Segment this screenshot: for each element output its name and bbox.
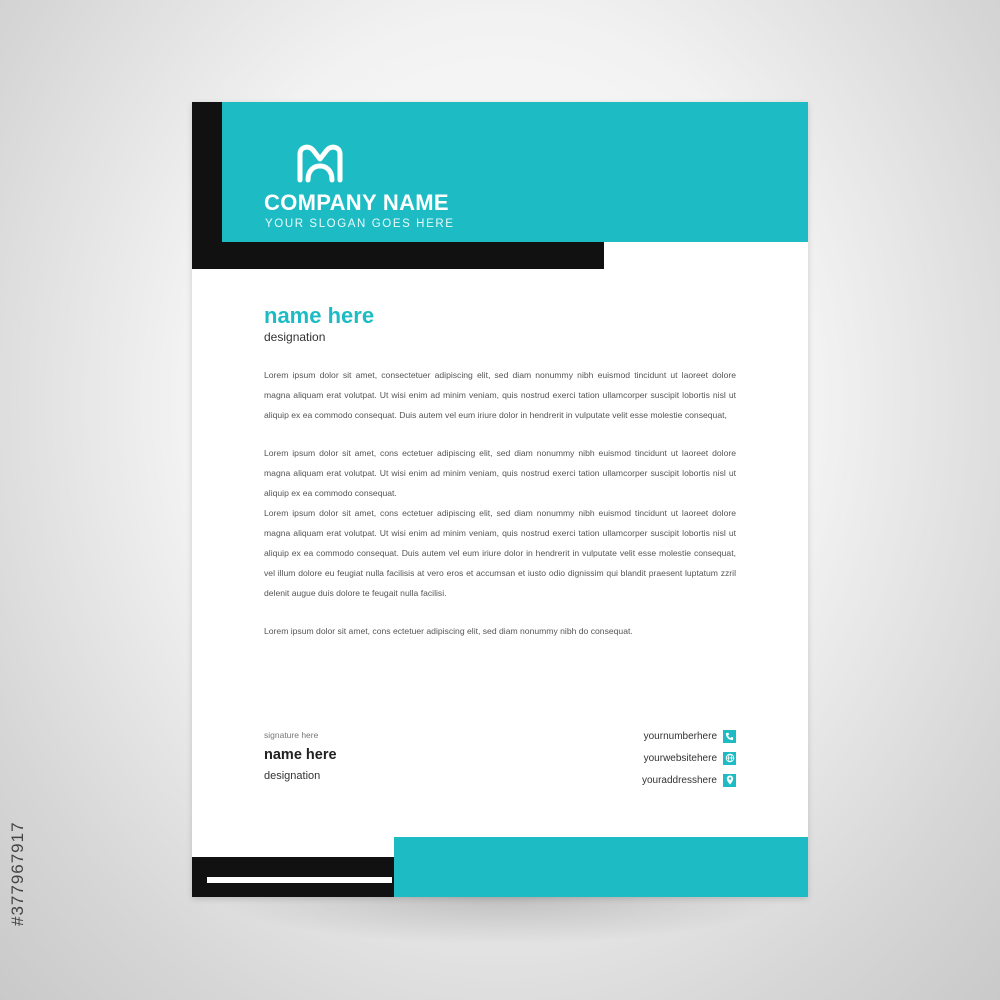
body-paragraph: Lorem ipsum dolor sit amet, consectetuer adipiscing elit, sed diam nonummy nibh euismod tincidunt ut laoreet dolore magna aliquam erat volutpat. Ut wisi enim ad minim veniam, quis nostrud exerci tation ullamcorper suscipit lobortis nisl ut aliquip ex ea commodo consequat. Duis autem vel eum iriure dolor in hendrerit in vulputate velit esse molestie consequat, [264, 370, 736, 420]
signer-designation: designation [264, 770, 321, 782]
footer-white-stripe [207, 877, 392, 883]
body-paragraph: Lorem ipsum dolor sit amet, cons ectetuer adipiscing elit, sed diam nonummy nibh euismod tincidunt ut laoreet dolore magna aliquam erat volutpat. Ut wisi enim ad minim veniam, quis nostrud exerci tation ullamcorper suscipit lobortis nisl ut aliquip ex ea commodo consequat. [264, 448, 736, 498]
letterhead-page [192, 102, 808, 897]
contact-address [642, 769, 736, 791]
signature-label: signature here [264, 730, 319, 740]
recipient-name: name here [264, 303, 375, 328]
contact-list [642, 725, 736, 791]
company-slogan: YOUR SLOGAN GOES HERE [265, 218, 455, 230]
letter-body [264, 365, 736, 641]
header-teal-band [222, 102, 808, 242]
paper-shadow [210, 895, 790, 945]
body-paragraph: Lorem ipsum dolor sit amet, cons ectetuer adipiscing elit, sed diam nonummy nibh euismod tincidunt ut laoreet dolore magna aliquam erat volutpat. Ut wisi enim ad minim veniam, quis nostrud exerci tation ullamcorper suscipit lobortis nisl ut aliquip ex ea commodo consequat. Duis autem vel eum iriure dolor in hendrerit in vulputate velit esse molestie consequat, vel illum dolore eu feugiat nulla facilisis at vero eros et accumsan et iusto odio dignissim qui blandit praesent luptatum zzril delenit augue duis dolore te feugait nulla facilisi. [264, 508, 736, 598]
contact-phone [642, 725, 736, 747]
recipient-designation: designation [264, 330, 326, 344]
footer-teal-band [394, 837, 808, 897]
stock-id-text: #377967917 [8, 821, 27, 926]
location-pin-icon [723, 774, 736, 787]
m-monogram-icon [294, 144, 346, 184]
globe-icon [723, 752, 736, 765]
contact-phone-text: yournumberhere [643, 730, 717, 742]
signer-name: name here [264, 747, 337, 763]
body-paragraph: Lorem ipsum dolor sit amet, cons ectetuer adipiscing elit, sed diam nonummy nibh do consequat. [264, 626, 633, 636]
phone-icon [723, 730, 736, 743]
contact-address-text: youraddresshere [641, 774, 717, 786]
company-name: COMPANY NAME [264, 190, 449, 215]
contact-website [642, 747, 736, 769]
contact-website-text: yourwebsitehere [643, 752, 717, 764]
